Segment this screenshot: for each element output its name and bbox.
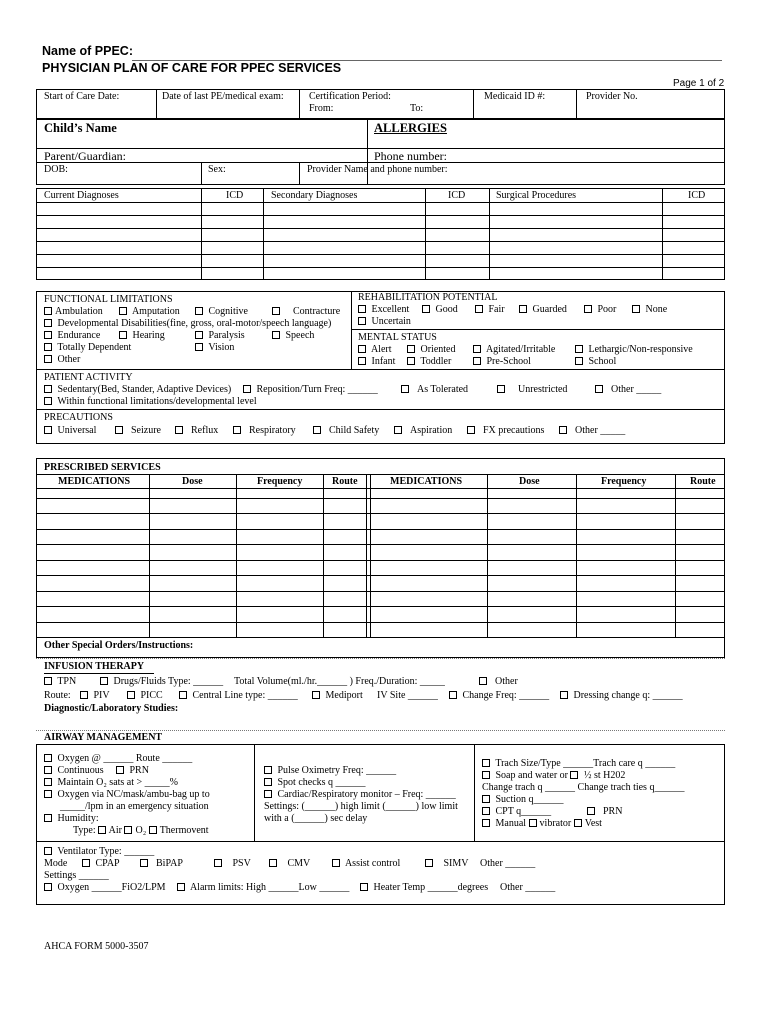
current-diagnoses-header: Current Diagnoses — [44, 190, 119, 201]
surgical-procedures-header: Surgical Procedures — [496, 190, 577, 201]
vent-cpap[interactable]: CPAP — [82, 858, 120, 870]
airway-title: AIRWAY MANAGEMENT — [44, 732, 163, 743]
cert-period-label: Certification Period: — [309, 91, 391, 102]
fl-amputation[interactable]: Amputation — [119, 306, 180, 318]
vent-mode-label: Mode — [44, 858, 68, 869]
vent-bipap[interactable]: BiPAP — [140, 858, 183, 870]
aw-spot-checks[interactable]: Spot checks q ______ — [264, 777, 366, 789]
aw-cardiac-monitor[interactable]: Cardiac/Respiratory monitor – Freq: ______ — [264, 789, 456, 801]
form-title: PHYSICIAN PLAN OF CARE FOR PPEC SERVICES — [42, 61, 342, 75]
precautions-title: PRECAUTIONS — [44, 412, 113, 423]
aw-continuous[interactable]: Continuous — [44, 765, 104, 777]
aw-oxygen-via[interactable]: Oxygen via NC/mask/ambu-bag up to — [44, 789, 210, 801]
aw-change-trach: Change trach q ______ Change trach ties q______ — [482, 782, 685, 793]
aw-prn[interactable]: PRN — [116, 765, 149, 777]
aw-settings-limits: Settings: (______) high limit (______) low limit — [264, 801, 458, 812]
frequency-header-1: Frequency — [257, 476, 303, 487]
dose-header-2: Dose — [519, 476, 540, 487]
services-title: PRESCRIBED SERVICES — [44, 462, 161, 473]
rp-good[interactable]: Good — [422, 304, 458, 316]
provider-name-label: Provider Name and phone number: — [307, 164, 448, 175]
medications-header-1: MEDICATIONS — [58, 476, 131, 487]
sex-label: Sex: — [208, 164, 226, 175]
page-number: Page 1 of 2 — [673, 78, 725, 89]
cert-from-label: From: — [309, 103, 334, 114]
inf-route-label: Route: — [44, 690, 71, 701]
childs-name-label: Child’s Name — [44, 121, 117, 135]
fl-paralysis[interactable]: Paralysis — [195, 330, 245, 342]
aw-maintain-sats[interactable]: Maintain O₂ sats at > _____% — [44, 777, 178, 789]
vent-assist-control[interactable]: Assist control — [332, 858, 400, 870]
fl-cognitive[interactable]: Cognitive — [195, 306, 248, 318]
pa-within-limits[interactable]: Within functional limitations/developmental level — [44, 396, 257, 408]
vent-cmv[interactable]: CMV — [269, 858, 310, 870]
fl-endurance[interactable]: Endurance — [44, 330, 100, 342]
inf-total-volume[interactable]: Total Volume(ml./hr.______ ) Freq./Duration: _____ — [234, 676, 445, 687]
pr-respiratory[interactable]: Respiratory — [233, 425, 296, 437]
rehab-title: REHABILITATION POTENTIAL — [358, 292, 498, 303]
last-pe-label: Date of last PE/medical exam: — [162, 91, 284, 102]
pr-aspiration[interactable]: Aspiration — [394, 425, 452, 437]
fl-ambulation[interactable]: Ambulation — [44, 306, 103, 318]
ms-school[interactable]: School — [575, 356, 616, 368]
inf-drugs-fluids[interactable]: Drugs/Fluids Type: ______ — [100, 676, 223, 688]
aw-prn-2[interactable]: PRN — [587, 806, 622, 818]
rp-none[interactable]: None — [632, 304, 667, 316]
functional-title: FUNCTIONAL LIMITATIONS — [44, 294, 173, 305]
dose-header-1: Dose — [182, 476, 203, 487]
fl-other[interactable]: Other — [44, 354, 80, 366]
fl-hearing[interactable]: Hearing — [119, 330, 165, 342]
vent-settings: Settings ______ — [44, 870, 109, 881]
mental-title: MENTAL STATUS — [358, 332, 437, 343]
aw-lpm: _____/lpm in an emergency situation — [60, 801, 209, 812]
inf-change-freq[interactable]: Change Freq: ______ — [449, 690, 549, 702]
medicaid-label: Medicaid ID #: — [484, 91, 546, 102]
allergies-label: ALLERGIES — [374, 121, 447, 135]
aw-soap-water[interactable]: Soap and water or ½ st H202 — [482, 770, 625, 782]
vent-other-1[interactable]: Other ______ — [480, 858, 536, 869]
rp-uncertain[interactable]: Uncertain — [358, 316, 411, 328]
inf-dressing-change[interactable]: Dressing change q: ______ — [560, 690, 683, 702]
route-header-2: Route — [690, 476, 716, 487]
parent-guardian-label: Parent/Guardian: — [44, 149, 126, 163]
rp-poor[interactable]: Poor — [584, 304, 616, 316]
rp-excellent[interactable]: Excellent — [358, 304, 409, 316]
ms-agitated[interactable]: Agitated/Irritable — [473, 344, 555, 356]
aw-manual[interactable]: Manual vibrator Vest — [482, 818, 602, 830]
fl-vision[interactable]: Vision — [195, 342, 234, 354]
phone-label: Phone number: — [374, 149, 447, 163]
vent-alarm-limits[interactable]: Alarm limits: High ______Low ______ — [177, 882, 349, 894]
pr-fx[interactable]: FX precautions — [467, 425, 544, 437]
activity-title: PATIENT ACTIVITY — [44, 372, 133, 383]
aw-pulse-ox[interactable]: Pulse Oximetry Freq: ______ — [264, 765, 396, 777]
ms-toddler[interactable]: Toddler — [407, 356, 451, 368]
vent-oxygen[interactable]: Oxygen ______FiO2/LPM — [44, 882, 166, 894]
pa-unrestricted[interactable]: Unrestricted — [497, 384, 567, 396]
pr-universal[interactable]: Universal — [44, 425, 96, 437]
aw-cpt[interactable]: CPT q______ — [482, 806, 551, 818]
pr-child-safety[interactable]: Child Safety — [313, 425, 379, 437]
inf-picc[interactable]: PICC — [127, 690, 163, 702]
pr-other[interactable]: Other _____ — [559, 425, 625, 437]
aw-humidity-type: Type: Air O₂ Thermovent — [73, 825, 209, 836]
fl-speech[interactable]: Speech — [272, 330, 314, 342]
other-orders-label: Other Special Orders/Instructions: — [44, 640, 194, 651]
aw-humidity[interactable]: Humidity: — [44, 813, 99, 825]
aw-sec-delay: with a (______) sec delay — [264, 813, 368, 824]
icd-header-2: ICD — [448, 190, 466, 201]
pa-as-tolerated[interactable]: As Tolerated — [401, 384, 468, 396]
diagnostic-studies-label: Diagnostic/Laboratory Studies: — [44, 703, 179, 714]
vent-simv[interactable]: SIMV — [425, 858, 469, 870]
ms-alert[interactable]: Alert — [358, 344, 392, 356]
pa-other[interactable]: Other _____ — [595, 384, 661, 396]
aw-suction[interactable]: Suction q______ — [482, 794, 564, 806]
inf-central-line[interactable]: Central Line type: ______ — [179, 690, 298, 702]
pr-reflux[interactable]: Reflux — [175, 425, 218, 437]
aw-oxygen[interactable]: Oxygen @ ______ Route ______ — [44, 753, 192, 765]
start-of-care-label: Start of Care Date: — [44, 91, 120, 102]
fl-totally-dependent[interactable]: Totally Dependent — [44, 342, 131, 354]
pa-sedentary[interactable]: Sedentary(Bed, Stander, Adaptive Devices) — [44, 384, 231, 396]
secondary-diagnoses-header: Secondary Diagnoses — [271, 190, 358, 201]
form-number: AHCA FORM 5000-3507 — [44, 941, 149, 952]
inf-other[interactable]: Other — [479, 676, 518, 688]
icd-header-3: ICD — [688, 190, 706, 201]
provider-no-label: Provider No. — [586, 91, 638, 102]
frequency-header-2: Frequency — [601, 476, 647, 487]
fl-contracture[interactable]: Contracture — [272, 306, 340, 318]
ms-infant[interactable]: Infant — [358, 356, 395, 368]
inf-mediport[interactable]: Mediport — [312, 690, 363, 702]
pr-seizure[interactable]: Seizure — [115, 425, 161, 437]
ms-oriented[interactable]: Oriented — [407, 344, 456, 356]
infusion-title: INFUSION THERAPY — [44, 661, 145, 672]
inf-tpn[interactable]: TPN — [44, 676, 76, 688]
icd-header-1: ICD — [226, 190, 244, 201]
vent-heater-temp[interactable]: Heater Temp ______degrees — [360, 882, 488, 894]
ms-preschool[interactable]: Pre-School — [473, 356, 531, 368]
ppec-name-label: Name of PPEC: — [42, 44, 133, 58]
vent-psv[interactable]: PSV — [214, 858, 251, 870]
vent-other-2[interactable]: Other ______ — [500, 882, 556, 893]
rp-guarded[interactable]: Guarded — [519, 304, 567, 316]
inf-iv-site[interactable]: IV Site ______ — [377, 690, 438, 701]
vent-type[interactable]: Ventilator Type: ______ — [44, 846, 154, 858]
medications-header-2: MEDICATIONS — [390, 476, 463, 487]
dob-label: DOB: — [44, 164, 68, 175]
aw-trach-size[interactable]: Trach Size/Type ______Trach care q ______ — [482, 758, 675, 770]
pa-reposition[interactable]: Reposition/Turn Freq: ______ — [243, 384, 378, 396]
rp-fair[interactable]: Fair — [475, 304, 505, 316]
fl-developmental[interactable]: Developmental Disabilities(fine, gross, oral-motor/speech language) — [44, 318, 331, 330]
inf-piv[interactable]: PIV — [80, 690, 110, 702]
cert-to-label: To: — [410, 103, 424, 114]
ms-lethargic[interactable]: Lethargic/Non-responsive — [575, 344, 693, 356]
route-header-1: Route — [332, 476, 358, 487]
